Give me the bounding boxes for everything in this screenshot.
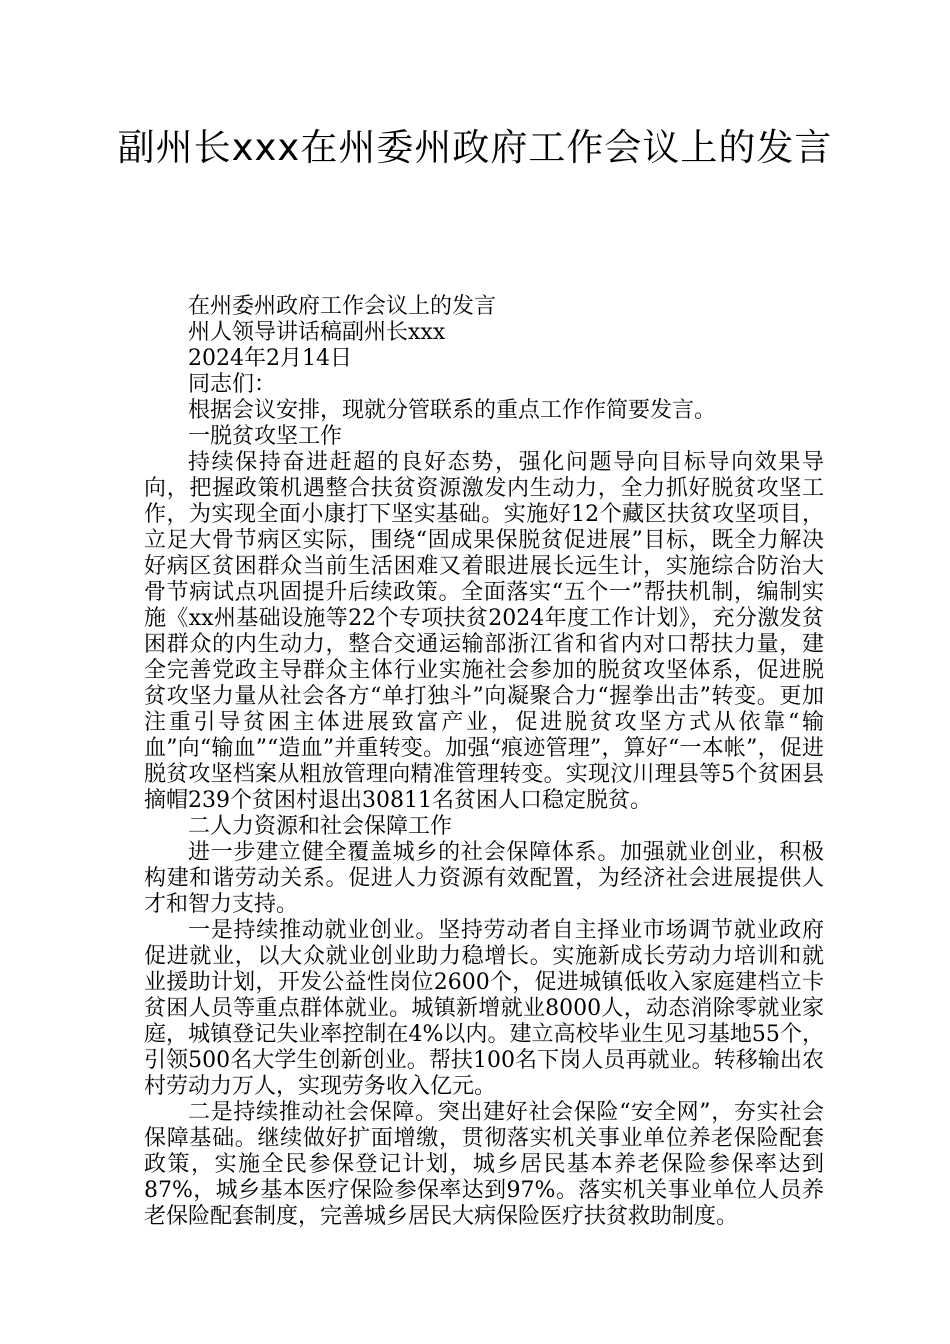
section-heading-poverty: 一脱贫攻坚工作: [188, 424, 343, 449]
author-line: 州人领导讲话稿副州长xxx: [188, 320, 446, 345]
document-body: [144, 294, 824, 1230]
intro-paragraph: 根据会议安排，现就分管联系的重点工作作简要发言。: [188, 398, 717, 423]
section-heading-hr: 二人力资源和社会保障工作: [188, 814, 453, 839]
paragraph-employment: 一是持续推动就业创业。坚持劳动者自主择业市场调节就业政府促进就业，以大众就业创业助力稳增长。实施新成长劳动力培训和就业援助计划，开发公益性岗位2600个，促进城镇低收入家庭建档立卡贫困人员等重点群体就业。城镇新增就业8000人，动态消除零就业家庭，城镇登记失业率控制在4%以内。建立高校毕业生见习基地55个，引领500名大学生创新创业。帮扶100名下岗人员再就业。转移输出农村劳动力万人，实现劳务收入亿元。: [144, 918, 824, 1099]
paragraph-social-security: 二是持续推动社会保障。突出建好社会保险“安全网”，夯实社会保障基础。继续做好扩面增缴，贯彻落实机关事业单位养老保险配套政策，实施全民参保登记计划，城乡居民基本养老保险参保率达到87%，城乡基本医疗保险参保率达到97%。落实机关事业单位人员养老保险配套制度，完善城乡居民大病保险医疗扶贫救助制度。: [144, 1100, 824, 1229]
date-line: 2024年2月14日: [188, 346, 352, 371]
subtitle-line: 在州委州政府工作会议上的发言: [188, 294, 497, 319]
paragraph-poverty: 持续保持奋进赶超的良好态势，强化问题导向目标导向效果导向，把握政策机遇整合扶贫资源激发内生动力，全力抓好脱贫攻坚工作，为实现全面小康打下坚实基础。实施好12个藏区扶贫攻坚项目，立足大骨节病区实际，围绕“固成果保脱贫促进展”目标，既全力解决好病区贫困群众当前生活困难又着眼进展长远生计，实施综合防治大骨节病试点巩固提升后续政策。全面落实“五个一”帮扶机制，编制实施《xx州基础设施等22个专项扶贫2024年度工作计划》，充分激发贫困群众的内生动力，整合交通运输部浙江省和省内对口帮扶力量，建全完善党政主导群众主体行业实施社会参加的脱贫攻坚体系，促进脱贫攻坚力量从社会各方“单打独斗”向凝聚合力“握拳出击”转变。更加注重引导贫困主体进展致富产业，促进脱贫攻坚方式从依靠“输血”向“输血”“造血”并重转变。加强“痕迹管理”，算好“一本帐”，促进脱贫攻坚档案从粗放管理向精准管理转变。实现汶川理县等5个贫困县摘帽239个贫困村退出30811名贫困人口稳定脱贫。: [144, 450, 824, 813]
paragraph-hr-intro: 进一步建立健全覆盖城乡的社会保障体系。加强就业创业，积极构建和谐劳动关系。促进人力资源有效配置，为经济社会进展提供人才和智力支持。: [144, 840, 824, 917]
document-title: 副州长xxx在州委州政府工作会议上的发言: [117, 126, 833, 169]
salutation: 同志们：: [188, 372, 277, 397]
